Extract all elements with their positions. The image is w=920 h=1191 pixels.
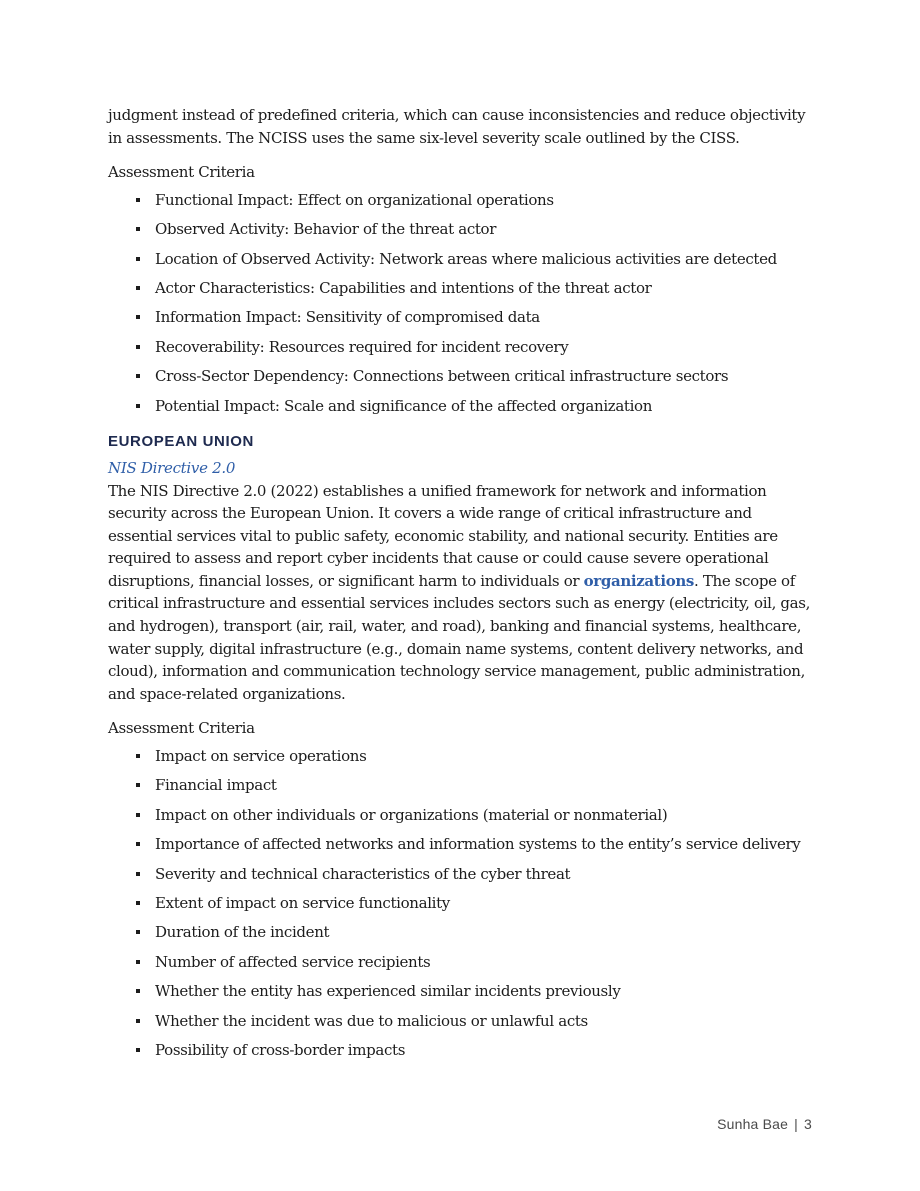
list-item: Observed Activity: Behavior of the threat actor <box>108 219 820 239</box>
ncis-criteria-list <box>108 190 820 416</box>
bullet-icon <box>136 989 140 993</box>
nis-paragraph: The NIS Directive 2.0 (2022) establishes a unified framework for network and information security across the European Union. It covers a wide range of critical infrastructure and essential services vital to public safety, economic stability, and national security. Entities are required to assess and report cyber incidents that cause or could cause severe operational disruptions, financial losses, or significant harm to individuals or organizations. The scope of critical infrastructure and essential services includes sectors such as energy (electricity, oil, gas, and hydrogen), transport (air, rail, water, and road), banking and financial systems, healthcare, water supply, digital infrastructure (e.g., domain name systems, content delivery networks, and cloud), information and communication technology service management, public administration, and space-related organizations. <box>108 481 811 703</box>
bullet-icon <box>136 842 140 846</box>
bullet-icon <box>136 198 140 202</box>
ncis-criteria-label: Assessment Criteria <box>108 163 255 182</box>
list-item: Impact on service operations <box>108 746 820 766</box>
sub-heading-nis: NIS Directive 2.0 <box>108 458 236 477</box>
bullet-icon <box>136 404 140 408</box>
bullet-icon <box>136 227 140 231</box>
list-item: Whether the entity has experienced similar incidents previously <box>108 981 820 1001</box>
list-item: Financial impact <box>108 775 820 795</box>
list-item: Possibility of cross-border impacts <box>108 1040 820 1060</box>
bullet-icon <box>136 1048 140 1052</box>
bullet-icon <box>136 286 140 290</box>
bullet-icon <box>136 813 140 817</box>
list-item: Extent of impact on service functionality <box>108 893 820 913</box>
bullet-icon <box>136 872 140 876</box>
list-item: Location of Observed Activity: Network areas where malicious activities are detected <box>108 249 820 269</box>
bullet-icon <box>136 901 140 905</box>
page-footer <box>717 1116 812 1132</box>
organizations-link[interactable]: organizations <box>583 571 695 590</box>
footer-separator: | <box>794 1116 798 1132</box>
list-item: Potential Impact: Scale and significance of the affected organization <box>108 396 820 416</box>
bullet-icon <box>136 960 140 964</box>
list-item: Actor Characteristics: Capabilities and intentions of the threat actor <box>108 278 820 298</box>
bullet-icon <box>136 315 140 319</box>
list-item: Recoverability: Resources required for incident recovery <box>108 337 820 357</box>
bullet-icon <box>136 930 140 934</box>
intro-paragraph: judgment instead of predefined criteria, which can cause inconsistencies and reduce objectivity in assessments. The NCISS uses the same six-level severity scale outlined by the CISS. <box>108 106 806 147</box>
eu-criteria-list <box>108 746 820 1060</box>
bullet-icon <box>136 754 140 758</box>
list-item: Severity and technical characteristics of the cyber threat <box>108 864 820 884</box>
page-content <box>108 104 820 1069</box>
bullet-icon <box>136 374 140 378</box>
bullet-icon <box>136 345 140 349</box>
list-item: Information Impact: Sensitivity of compromised data <box>108 307 820 327</box>
list-item: Functional Impact: Effect on organizational operations <box>108 190 820 210</box>
bullet-icon <box>136 1019 140 1023</box>
bullet-icon <box>136 783 140 787</box>
bullet-icon <box>136 257 140 261</box>
section-heading-eu: EUROPEAN UNION <box>108 432 254 450</box>
list-item: Whether the incident was due to malicious or unlawful acts <box>108 1011 820 1031</box>
list-item: Cross-Sector Dependency: Connections between critical infrastructure sectors <box>108 366 820 386</box>
list-item: Duration of the incident <box>108 922 820 942</box>
list-item: Importance of affected networks and information systems to the entity’s service delivery <box>108 834 820 854</box>
list-item: Number of affected service recipients <box>108 952 820 972</box>
eu-criteria-label: Assessment Criteria <box>108 719 255 738</box>
list-item: Impact on other individuals or organizations (material or nonmaterial) <box>108 805 820 825</box>
footer-author: Sunha Bae <box>717 1116 789 1132</box>
page-number: 3 <box>804 1116 812 1132</box>
